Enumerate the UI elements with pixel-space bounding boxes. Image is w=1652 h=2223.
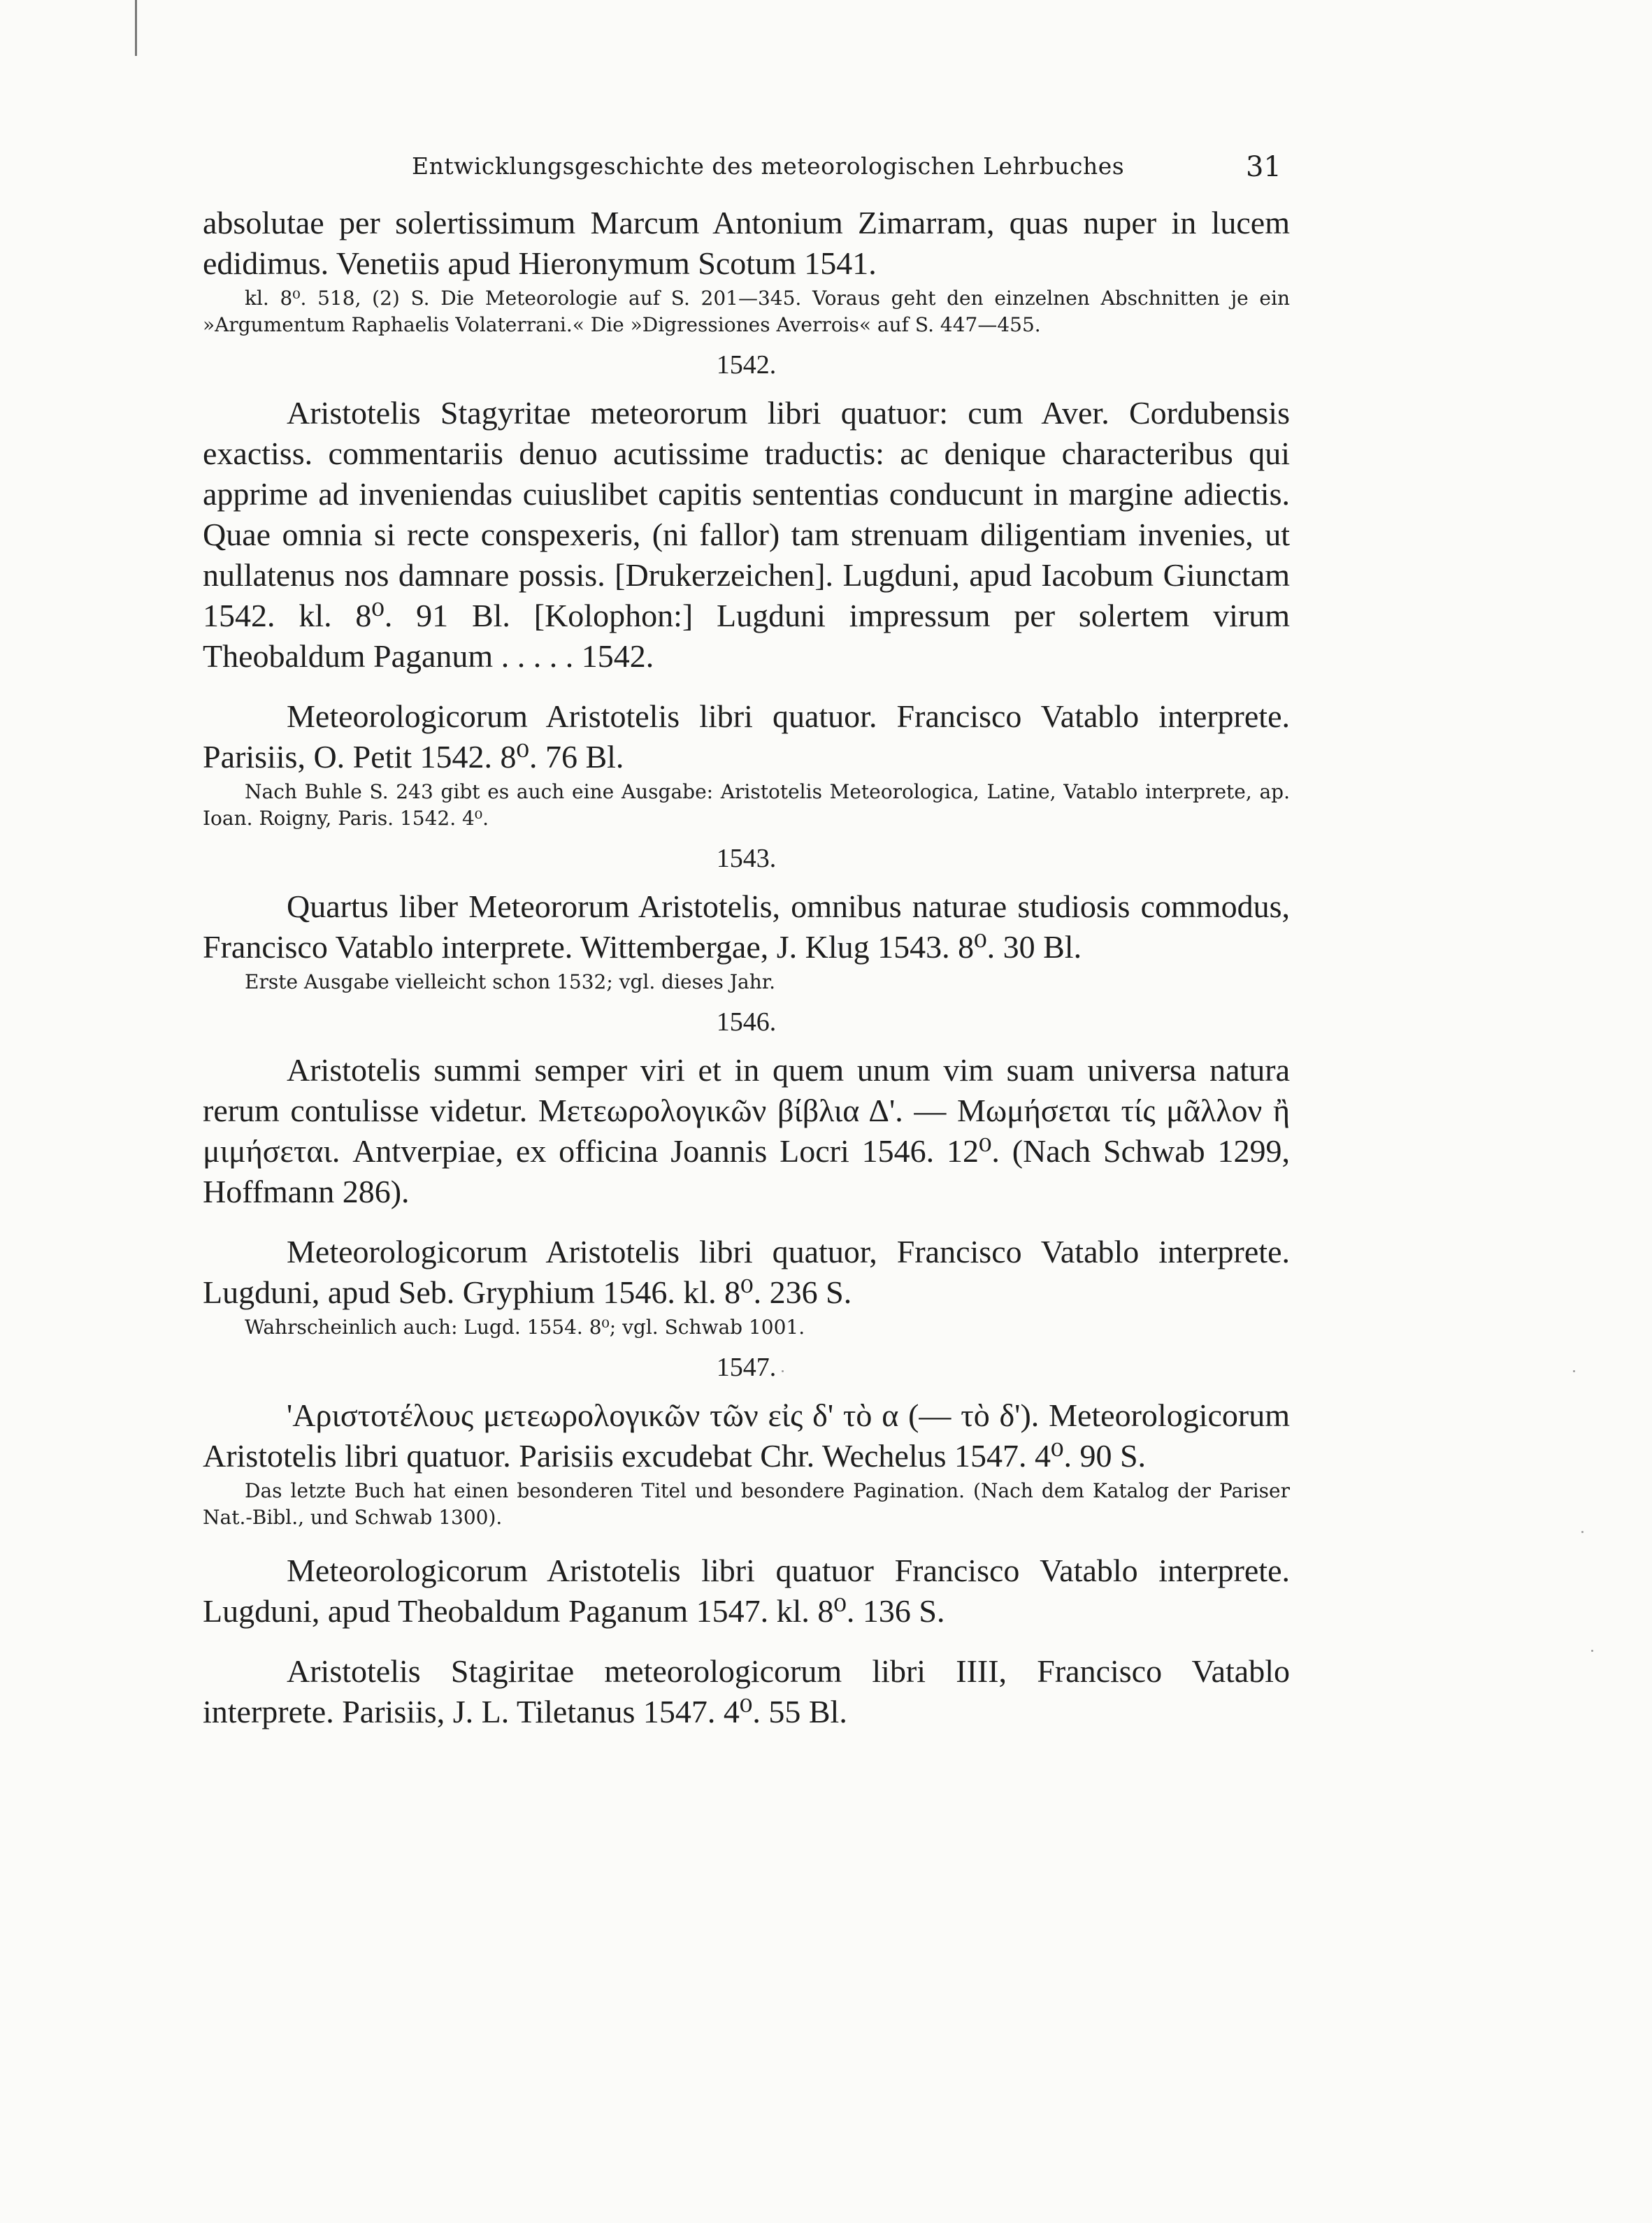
scan-page-edge bbox=[135, 0, 137, 56]
scan-speck bbox=[1573, 1370, 1575, 1372]
bibliographic-note: Erste Ausgabe vielleicht schon 1532; vgl. dieses Jahr. bbox=[245, 970, 775, 993]
bibliography-entry: Meteorologicorum Aristotelis libri quatuor. Francisco Vatablo interprete. Parisiis, O. Petit 1542. 8⁰. 76 Bl. bbox=[203, 698, 1290, 775]
entry-spacer bbox=[203, 1212, 1290, 1232]
year-heading: 1547. bbox=[716, 1353, 777, 1382]
bibliography-entry: Aristotelis Stagiritae meteorologicorum libri IIII, Francisco Vatablo interprete. Parisiis, J. L. Tiletanus 1547. 4⁰. 55 Bl. bbox=[203, 1653, 1290, 1729]
bibliographic-note: Wahrscheinlich auch: Lugd. 1554. 8⁰; vgl. Schwab 1001. bbox=[245, 1316, 805, 1339]
bibliographic-note: Nach Buhle S. 243 gibt es auch eine Ausgabe: Aristotelis Meteorologica, Latine, Vatablo interprete, ap. Ioan. Roigny, Paris. 1542. 4⁰. bbox=[203, 780, 1290, 830]
scan-speck bbox=[1581, 1531, 1583, 1533]
bibliography-entry: Aristotelis summi semper viri et in quem unum vim suam universa natura rerum contulisse videtur. Μετεωρολογικῶν βίβλια Δ'. — Μωμήσεται τίς μᾶλλον ἢ μιμήσεται. Antverpiae, ex officina Joannis Locri 1546. 12⁰. (Nach Schwab 1299, Hoffmann 286). bbox=[203, 1052, 1290, 1209]
entry-spacer bbox=[203, 1531, 1290, 1551]
page-number: 31 bbox=[1246, 151, 1281, 183]
scan-speck bbox=[1591, 1650, 1593, 1652]
bibliography-entry: absolutae per solertissimum Marcum Antonium Zimarram, quas nuper in lucem edidimus. Venetiis apud Hieronymum Scotum 1541. bbox=[203, 205, 1290, 281]
bibliography-entry: Meteorologicorum Aristotelis libri quatuor, Francisco Vatablo interprete. Lugduni, apud Seb. Gryphium 1546. kl. 8⁰. 236 S. bbox=[203, 1234, 1290, 1310]
bibliography-entry: Meteorologicorum Aristotelis libri quatuor Francisco Vatablo interprete. Lugduni, apud Theobaldum Paganum 1547. kl. 8⁰. 136 S. bbox=[203, 1553, 1290, 1629]
bibliography-entry: Quartus liber Meteororum Aristotelis, omnibus naturae studiosis commodus, Francisco Vatablo interprete. Wittembergae, J. Klug 1543. 8⁰. 30 Bl. bbox=[203, 889, 1290, 965]
entry-spacer bbox=[203, 677, 1290, 696]
bibliographic-note: kl. 8⁰. 518, (2) S. Die Meteorologie auf S. 201—345. Voraus geht den einzelnen Abschnitten je ein »Argumentum Raphaelis Volaterrani.« Die »Digressiones Averrois« auf S. 447—455. bbox=[203, 287, 1290, 336]
entry-spacer bbox=[203, 1632, 1290, 1651]
bibliography-entry: 'Αριστοτέλους μετεωρολογικῶν τῶν εἰς δ' τὸ α (— τὸ δ'). Meteorologicorum Aristotelis libri quatuor. Parisiis excudebat Chr. Wechelus 1547. 4⁰. 90 S. bbox=[203, 1397, 1290, 1474]
year-heading: 1543. bbox=[716, 844, 777, 873]
bibliography-entry: Aristotelis Stagyritae meteororum libri quatuor: cum Aver. Cordubensis exactiss. commentariis denuo acutissime traductis: ac denique characteribus qui apprime ad inveniendas cuiuslibet capitis sententias conducunt in margine adiectis. Quae omnia si recte conspexeris, (ni fallor) tam strenuam diligentiam invenies, ut nullatenus nos damnare possis. [Drukerzeichen]. Lugduni, apud Iacobum Giunctam 1542. kl. 8⁰. 91 Bl. [Kolophon:] Lugduni impressum per solertem virum Theobaldum Paganum . . . . . 1542. bbox=[203, 395, 1290, 674]
running-head: Entwicklungsgeschichte des meteorologischen Lehrbuches bbox=[412, 152, 1125, 180]
year-heading: 1546. bbox=[716, 1007, 777, 1037]
bibliography-body bbox=[203, 203, 1290, 1732]
year-heading: 1542. bbox=[716, 350, 777, 380]
bibliographic-note: Das letzte Buch hat einen besonderen Titel und besondere Pagination. (Nach dem Katalog der Pariser Nat.-Bibl., und Schwab 1300). bbox=[203, 1479, 1290, 1529]
